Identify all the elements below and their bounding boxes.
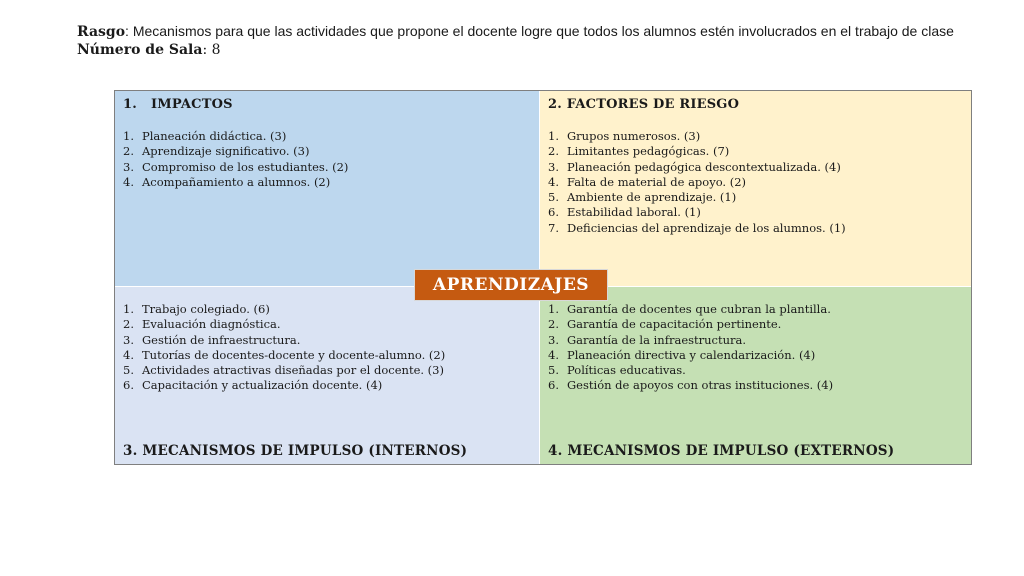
list-item-text: Gestión de infraestructura. [142, 332, 301, 347]
list-item [548, 333, 833, 348]
externos-list [548, 302, 833, 394]
list-item [123, 175, 348, 190]
rasgo-text: : Mecanismos para que las actividades que propone el docente logre que todos los alumnos estén involucrados en el trabajo de clase [125, 23, 954, 39]
list-item-number: 1. [548, 129, 559, 143]
list-item-number: 2. [548, 317, 559, 332]
list-item-number: 3. [123, 159, 134, 174]
list-item [548, 129, 846, 144]
impactos-title-text: IMPACTOS [151, 97, 233, 112]
rasgo-label: Rasgo [77, 24, 126, 40]
list-item-number: 6. [123, 378, 134, 393]
aprendizajes-badge: APRENDIZAJES [414, 269, 608, 301]
sala-line [77, 41, 977, 59]
list-item-text: Grupos numerosos. (3) [567, 129, 701, 143]
list-item-text: Evaluación diagnóstica. [142, 317, 281, 332]
list-item [123, 363, 445, 378]
list-item-number: 2. [123, 144, 134, 159]
list-item-text: Capacitación y actualización docente. (4) [142, 378, 383, 393]
slide-header [77, 22, 977, 59]
list-item-text: Gestión de apoyos con otras instituciones. (4) [567, 378, 834, 393]
list-item-number: 6. [548, 378, 559, 393]
list-item-number: 4. [548, 347, 559, 362]
impactos-list [123, 129, 348, 190]
list-item [123, 302, 445, 317]
list-item-text: Estabilidad laboral. (1) [567, 205, 701, 220]
list-item-text: Garantía de capacitación pertinente. [567, 317, 782, 332]
sala-text: : 8 [202, 42, 221, 58]
list-item-text: Compromiso de los estudiantes. (2) [142, 159, 349, 174]
list-item-number: 5. [123, 363, 134, 378]
list-item-text: Trabajo colegiado. (6) [142, 302, 270, 316]
list-item-number: 5. [548, 363, 559, 378]
list-item-number: 3. [123, 332, 134, 347]
externos-title: 4. MECANISMOS DE IMPULSO (EXTERNOS) [548, 443, 895, 459]
list-item-text: Tutorías de docentes-docente y docente-alumno. (2) [142, 347, 446, 362]
list-item-text: Planeación pedagógica descontextualizada. (4) [567, 159, 841, 174]
list-item-text: Falta de material de apoyo. (2) [567, 174, 747, 189]
list-item-text: Garantía de la infraestructura. [567, 332, 747, 347]
list-item [548, 378, 833, 393]
list-item [548, 205, 846, 220]
quadrant-impulso-internos [115, 287, 540, 464]
quadrant-impactos [115, 91, 540, 287]
list-item-text: Políticas educativas. [567, 363, 686, 378]
list-item-text: Acompañamiento a alumnos. (2) [142, 174, 331, 189]
list-item-text: Ambiente de aprendizaje. (1) [567, 190, 737, 205]
riesgo-title: 2. FACTORES DE RIESGO [548, 97, 740, 112]
list-item-number: 4. [123, 347, 134, 362]
list-item-number: 1. [123, 302, 134, 316]
list-item [123, 348, 445, 363]
list-item [123, 129, 348, 144]
list-item [548, 190, 846, 205]
list-item [123, 317, 445, 332]
list-item-number: 7. [548, 220, 559, 235]
list-item-text: Deficiencias del aprendizaje de los alumnos. (1) [567, 220, 846, 235]
list-item [123, 144, 348, 159]
impactos-number: 1. [123, 97, 137, 112]
list-item-number: 1. [548, 302, 559, 316]
list-item-number: 2. [123, 317, 134, 332]
quadrant-factores-riesgo [540, 91, 971, 287]
list-item [548, 175, 846, 190]
list-item-number: 5. [548, 190, 559, 205]
rasgo-line [77, 22, 977, 41]
riesgo-list [548, 129, 846, 236]
list-item [123, 378, 445, 393]
list-item-number: 3. [548, 159, 559, 174]
list-item [548, 160, 846, 175]
list-item-text: Planeación directiva y calendarización. (4) [567, 347, 816, 362]
internos-list [123, 302, 445, 394]
list-item [548, 363, 833, 378]
list-item-number: 3. [548, 332, 559, 347]
list-item [548, 348, 833, 363]
list-item-number: 1. [123, 129, 134, 143]
list-item [548, 302, 833, 317]
impactos-title [123, 97, 233, 112]
list-item-text: Garantía de docentes que cubran la plantilla. [567, 302, 831, 316]
list-item [548, 317, 833, 332]
sala-label: Número de Sala [77, 42, 203, 58]
list-item-number: 6. [548, 205, 559, 220]
list-item-number: 2. [548, 144, 559, 159]
list-item [123, 160, 348, 175]
list-item-text: Planeación didáctica. (3) [142, 129, 287, 143]
list-item [548, 221, 846, 236]
list-item-number: 4. [123, 174, 134, 189]
list-item [123, 333, 445, 348]
internos-title: 3. MECANISMOS DE IMPULSO (INTERNOS) [123, 443, 468, 459]
list-item-text: Aprendizaje significativo. (3) [142, 144, 310, 159]
quadrant-impulso-externos [540, 287, 971, 464]
list-item [548, 144, 846, 159]
list-item-number: 4. [548, 174, 559, 189]
list-item-text: Limitantes pedagógicas. (7) [567, 144, 730, 159]
list-item-text: Actividades atractivas diseñadas por el docente. (3) [142, 363, 444, 378]
